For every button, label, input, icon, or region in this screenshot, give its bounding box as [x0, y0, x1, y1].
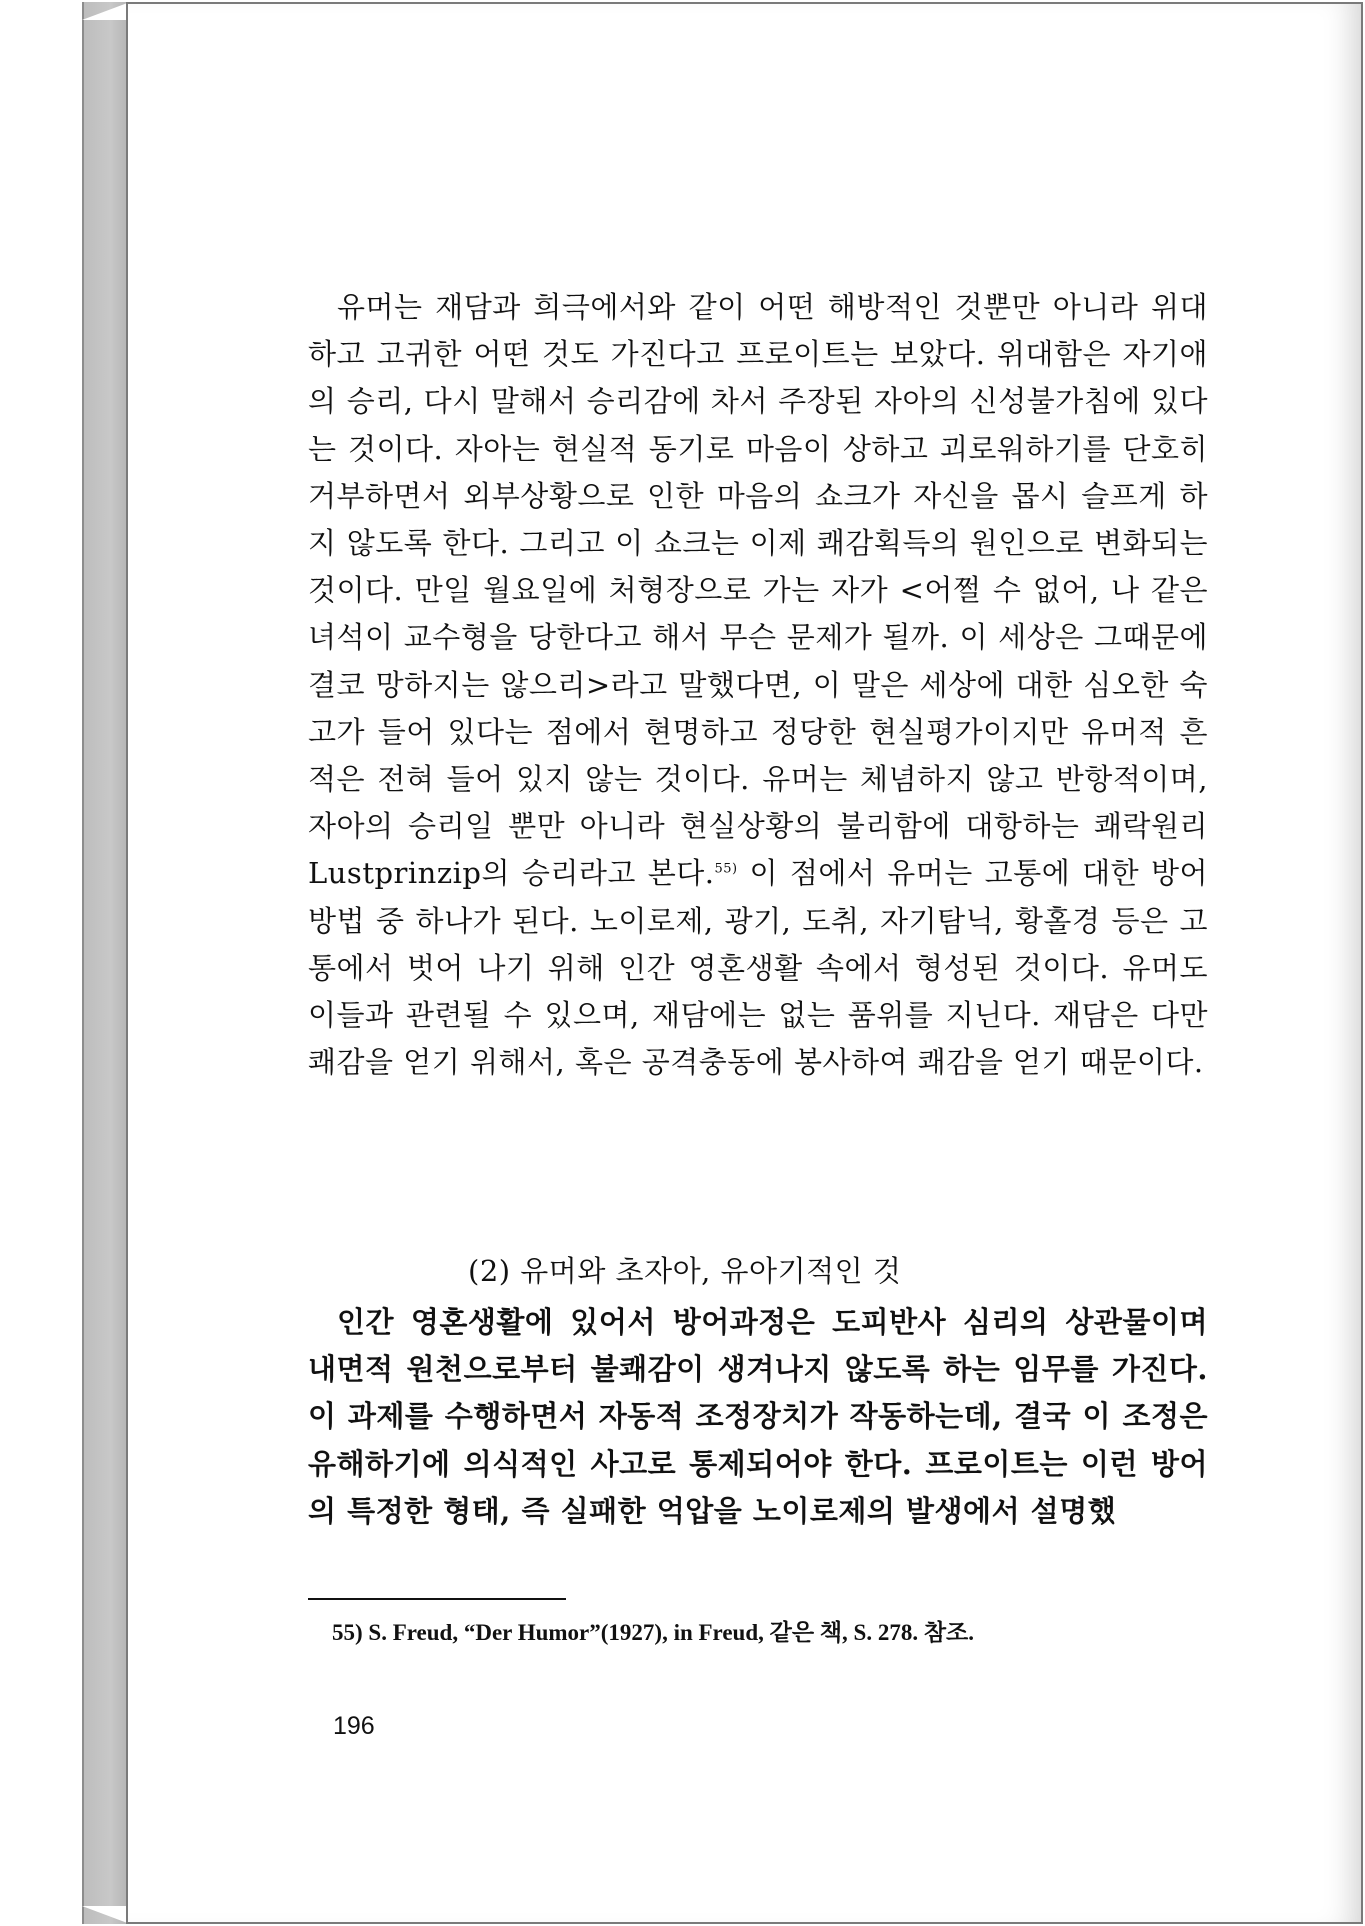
paragraph-1-continued-text: 이 점에서 유머는 고통에 대한 방어방법 중 하나가 된다. 노이로제, 광기, 도취, 자기탐닉, 황홀경 등은 고통에서 벗어 나기 위해 인간 영혼생활 속에서 형성된 것이다. 유머도 이들과 관련될 수 있으며, 재담에는 없는 품위를 지닌다. 재담은 다만 쾌감을 얻기 위해서, 혹은 공격충동에 봉사하여 쾌감을 얻기 때문이다.	[308, 856, 1208, 1080]
book-spine	[82, 2, 128, 1924]
body-paragraph-2: 인간 영혼생활에 있어서 방어과정은 도피반사 심리의 상관물이며 내면적 원천으로부터 불쾌감이 생겨나지 않도록 하는 임무를 가진다. 이 과제를 수행하면서 자동적 조정장치가 작동하는데, 결국 이 조정은 유해하기에 의식적인 사고로 통제되어야 한다. 프로이트는 이런 방어의 특정한 형태, 즉 실패한 억압을 노이로제의 발생에서 설명했	[308, 1305, 1208, 1528]
page-number: 196	[333, 1712, 375, 1740]
footnote-text: 55) S. Freud, “Der Humor”(1927), in Freud, 같은 책, S. 278. 참조.	[332, 1620, 975, 1645]
body-paragraph-1	[308, 284, 1208, 1086]
book-page	[126, 2, 1363, 1924]
paragraph-1-text: 유머는 재담과 희극에서와 같이 어떤 해방적인 것뿐만 아니라 위대하고 고귀한 어떤 것도 가진다고 프로이트는 보았다. 위대함은 자기애의 승리, 다시 말해서 승리감에 차서 주장된 자아의 신성불가침에 있다는 것이다. 자아는 현실적 동기로 마음이 상하고 괴로워하기를 단호히 거부하면서 외부상황으로 인한 마음의 쇼크가 자신을 몹시 슬프게 하지 않도록 한다. 그리고 이 쇼크는 이제 쾌감획득의 원인으로 변화되는 것이다. 만일 월요일에 처형장으로 가는 자가 <어쩔 수 없어, 나 같은 녀석이 교수형을 당한다고 해서 무슨 문제가 될까. 이 세상은 그때문에 결코 망하지는 않으리>라고 말했다면, 이 말은 세상에 대한 심오한 숙고가 들어 있다는 점에서 현명하고 정당한 현실평가이지만 유머적 흔적은 전혀 들어 있지 않는 것이다. 유머는 체념하지 않고 반항적이며, 자아의 승리일 뿐만 아니라 현실상황의 불리함에 대항하는 쾌락원리 Lustprinzip의 승리라고 본다.	[308, 290, 1208, 891]
footnote-reference: 55)	[714, 861, 738, 877]
footnote-divider	[308, 1598, 566, 1600]
section-heading: (2) 유머와 초자아, 유아기적인 것	[468, 1254, 902, 1288]
